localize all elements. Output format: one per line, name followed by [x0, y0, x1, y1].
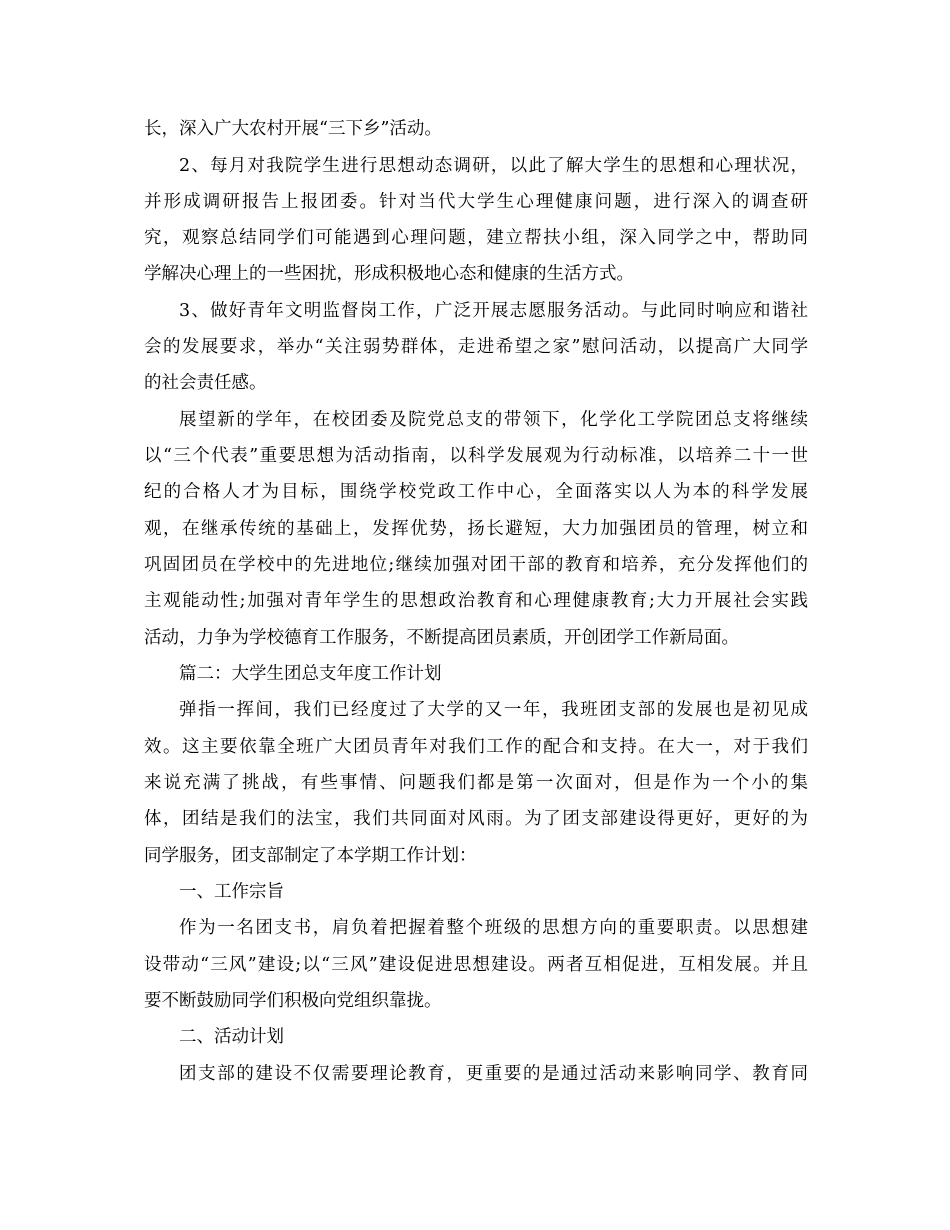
text-line: 体，团结是我们的法宝，我们共同面对风雨。为了团支部建设得更好，更好的为 [144, 809, 808, 829]
section-heading: 篇二：大学生团总支年度工作计划 [179, 664, 442, 684]
text-line: 3、做好青年文明监督岗工作，广泛开展志愿服务活动。与此同时响应和谐社 [179, 301, 808, 321]
text-line: 主观能动性;加强对青年学生的思想政治教育和心理健康教育;大力开展社会实践 [144, 591, 808, 611]
text-line: 会的发展要求，举办“关注弱势群体，走进希望之家”慰问活动，以提高广大同学 [144, 337, 808, 357]
text-line: 的社会责任感。 [144, 373, 267, 393]
text-line: 长，深入广大农村开展“三下乡”活动。 [144, 119, 442, 139]
text-line: 来说充满了挑战，有些事情、问题我们都是第一次面对，但是作为一个小的集 [144, 773, 808, 793]
text-line: 2、每月对我院学生进行思想动态调研，以此了解大学生的思想和心理状况， [179, 156, 808, 176]
text-line: 活动，力争为学校德育工作服务，不断提高团员素质，开创团学工作新局面。 [144, 628, 739, 648]
text-line: 究，观察总结同学们可能遇到心理问题，建立帮扶小组，深入同学之中，帮助同 [144, 228, 808, 248]
text-line: 巩固团员在学校中的先进地位;继续加强对团干部的教育和培养，充分发挥他们的 [144, 555, 808, 575]
text-line: 团支部的建设不仅需要理论教育，更重要的是通过活动来影响同学、教育同 [179, 1064, 808, 1084]
text-line: 效。这主要依靠全班广大团员青年对我们工作的配合和支持。在大一，对于我们 [144, 737, 808, 757]
text-line: 要不断鼓励同学们积极向党组织靠拢。 [144, 991, 442, 1011]
text-line: 纪的合格人才为目标，围绕学校党政工作中心，全面落实以人为本的科学发展 [144, 482, 808, 502]
text-line: 并形成调研报告上报团委。针对当代大学生心理健康问题，进行深入的调查研 [144, 192, 808, 212]
section-heading: 二、活动计划 [179, 1027, 284, 1047]
text-line: 观，在继承传统的基础上，发挥优势，扬长避短，大力加强团员的管理，树立和 [144, 519, 808, 539]
text-line: 同学服务，团支部制定了本学期工作计划： [144, 846, 477, 866]
text-line: 作为一名团支书，肩负着把握着整个班级的思想方向的重要职责。以思想建 [179, 918, 808, 938]
section-heading: 一、工作宗旨 [179, 882, 284, 902]
text-line: 学解决心理上的一些困扰，形成积极地心态和健康的生活方式。 [144, 264, 634, 284]
text-line: 展望新的学年，在校团委及院党总支的带领下，化学化工学院团总支将继续 [179, 410, 808, 430]
text-line: 弹指一挥间，我们已经度过了大学的又一年，我班团支部的发展也是初见成 [179, 700, 808, 720]
text-line: 以“三个代表”重要思想为活动指南，以科学发展观为行动标准，以培养二十一世 [144, 446, 808, 466]
text-line: 设带动“三风”建设;以“三风”建设促进思想建设。两者互相促进，互相发展。并且 [144, 955, 808, 975]
